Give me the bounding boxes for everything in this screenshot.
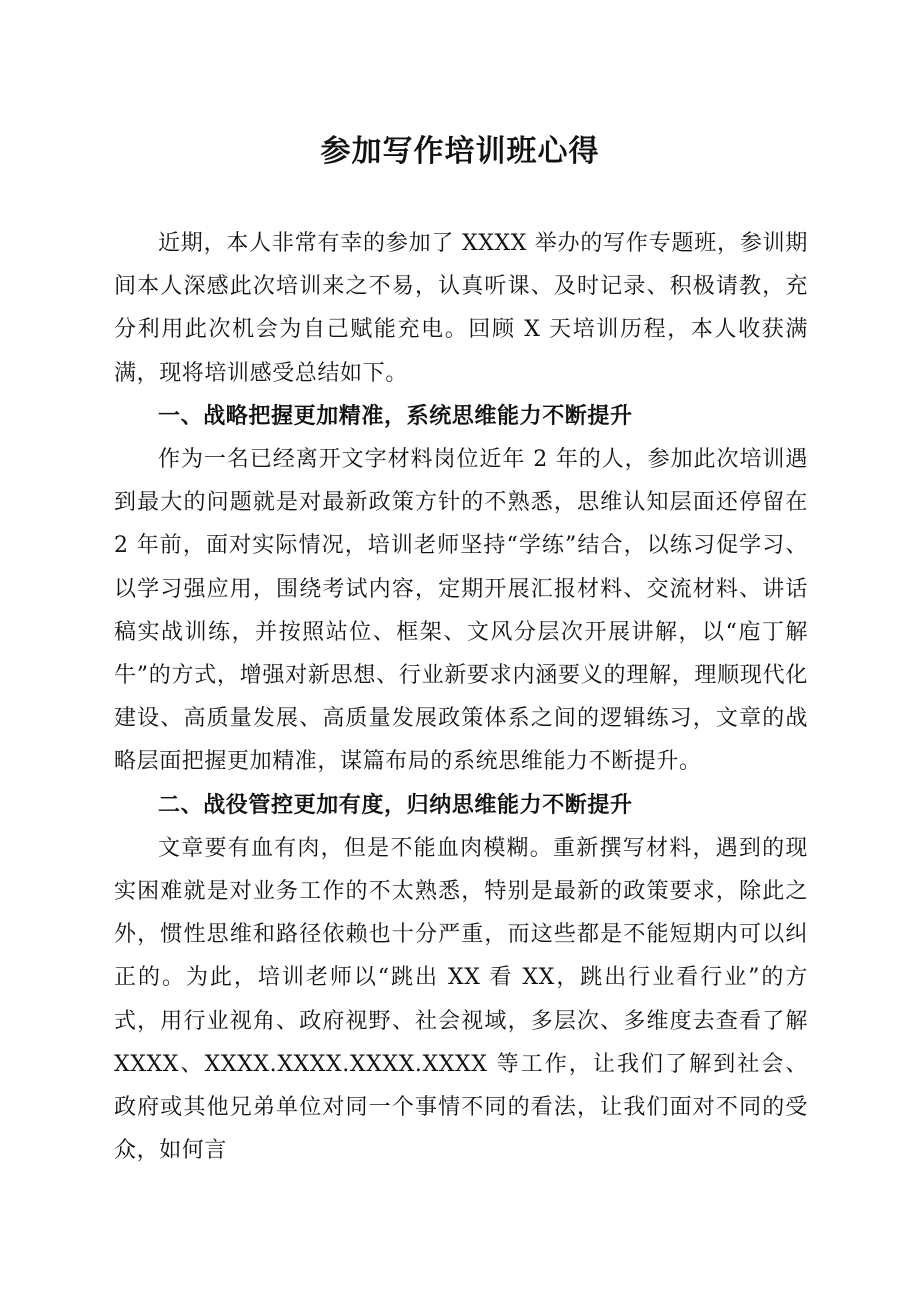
document-body	[114, 222, 808, 1172]
document-title: 参加写作培训班心得	[320, 134, 600, 169]
section-heading-2: 二、战役管控更加有度，归纳思维能力不断提升	[158, 792, 633, 818]
paragraph-intro: 近期，本人非常有幸的参加了 XXXX 举办的写作专题班，参训期间本人深感此次培训来之不易，认真听课、及时记录、积极请教，充分利用此次机会为自己赋能充电。回顾 X 天培训历程，本人收获满满，现将培训感受总结如下。	[114, 231, 808, 386]
paragraph-section-2: 文章要有血有肉，但是不能血肉模糊。重新撰写材料，遇到的现实困难就是对业务工作的不太熟悉，特别是最新的政策要求，除此之外，惯性思维和路径依赖也十分严重，而这些都是不能短期内可以纠正的。为此，培训老师以“跳出 XX 看 XX，跳出行业看行业”的方式，用行业视角、政府视野、社会视域，多层次、多维度去查看了解 XXXX、XXXX.XXXX.XXXX.XXXX 等工作，让我们了解到社会、政府或其他兄弟单位对同一个事情不同的看法，让我们面对不同的受众，如何言	[114, 835, 808, 1164]
section-heading-1: 一、战略把握更加精准，系统思维能力不断提升	[158, 403, 633, 429]
paragraph-section-1: 作为一名已经离开文字材料岗位近年 2 年的人，参加此次培训遇到最大的问题就是对最新政策方针的不熟悉，思维认知层面还停留在 2 年前，面对实际情况，培训老师坚持“学练”结合，以练习促学习、以学习强应用，围绕考试内容，定期开展汇报材料、交流材料、讲话稿实战训练，并按照站位、框架、文风分层次开展讲解，以“庖丁解牛”的方式，增强对新思想、行业新要求内涵要义的理解，理顺现代化建设、高质量发展、高质量发展政策体系之间的逻辑练习，文章的战略层面把握更加精准，谋篇布局的系统思维能力不断提升。	[114, 447, 808, 775]
